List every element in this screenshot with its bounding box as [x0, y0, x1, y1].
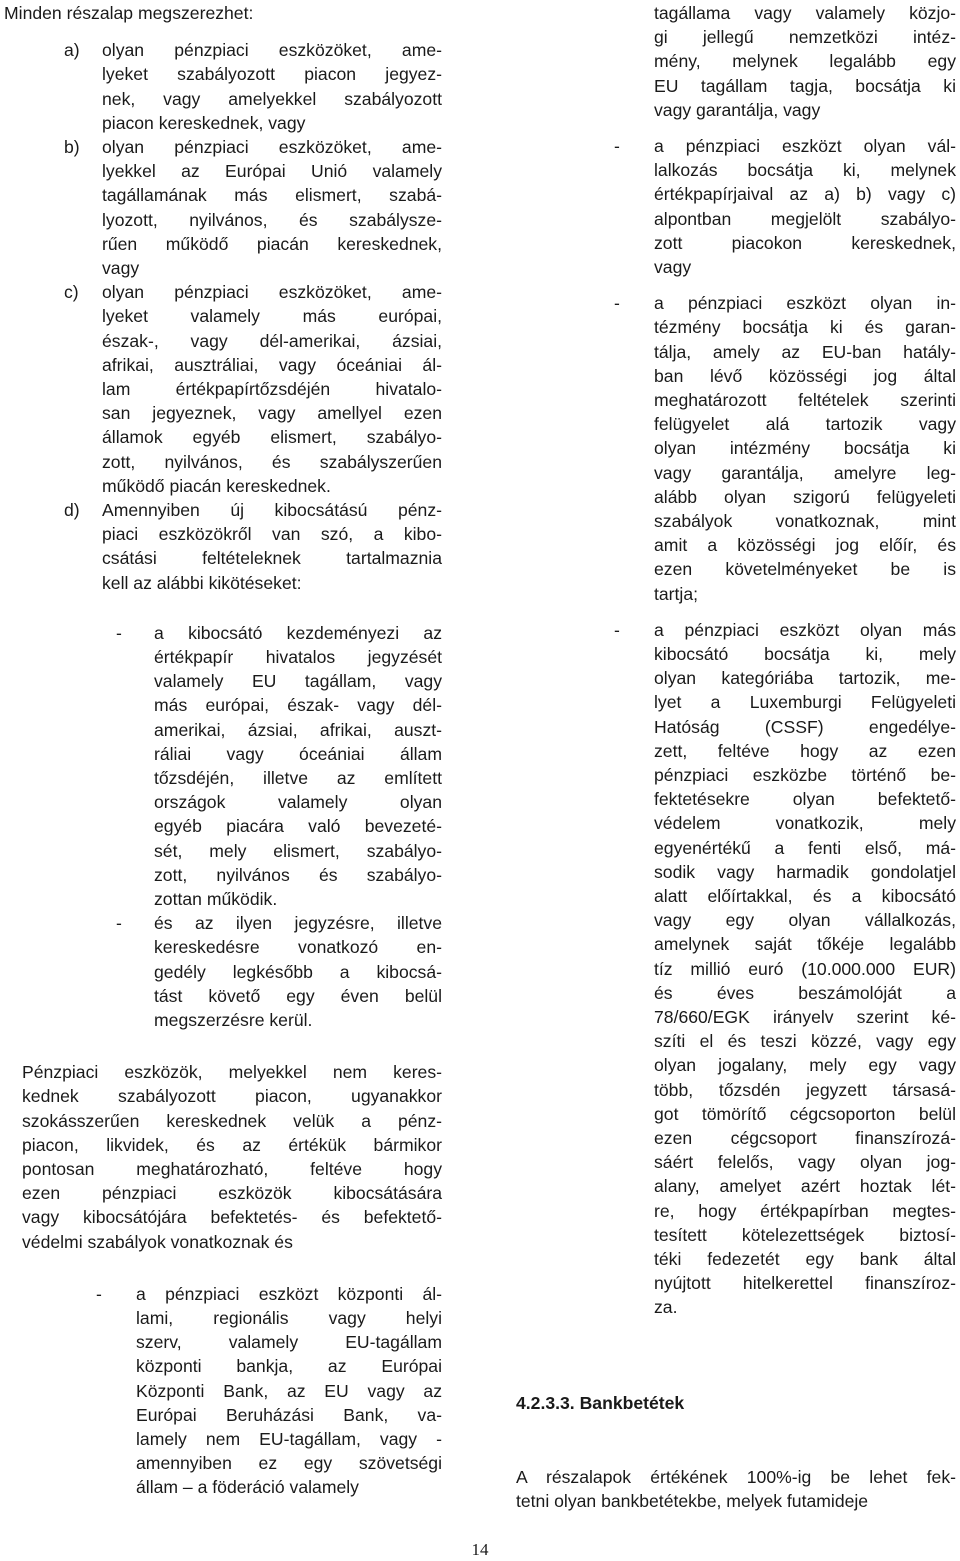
continuation-line: vagy garantálja, vagy: [654, 99, 821, 120]
sub-item-line: tást követő egy éven belül: [154, 985, 442, 1006]
right-item-line: több, tőzsdén jegyzett társasá-: [654, 1079, 956, 1100]
list-item-line: Amennyiben új kibocsátású pénz-: [102, 500, 442, 520]
sub-item-line: értékpapír hivatalos jegyzését: [154, 647, 442, 667]
list-item-line: észak-, vagy dél-amerikai, ázsiai,: [102, 330, 442, 351]
right-item-line: ban lévő közösségi jog által: [654, 365, 956, 386]
right-item-line: alany, amelyet azért hoztak lét-: [654, 1176, 956, 1197]
right-item-line: felügyelet alá tartozik vagy: [654, 414, 956, 435]
sub-item-line: sét, mely elismert, szabályo-: [154, 840, 442, 861]
list-item-line: lyeket valamely más európai,: [102, 306, 442, 327]
list-item-line: olyan pénzpiaci eszközöket, ame-: [102, 282, 442, 303]
list-item-line: zott, nyilvános, és szabályszerűen: [102, 451, 442, 472]
right-item-line: a pénzpiaci eszközt olyan más: [654, 619, 956, 640]
final-item-line: központi bankja, az Európai: [136, 1356, 442, 1377]
right-item-line: tálja, amely az EU-ban hatály-: [654, 341, 956, 362]
sub-item-line: egyéb piacára való bevezeté-: [154, 816, 442, 837]
list-item-line: vagy: [102, 258, 140, 278]
right-item-line: szabályok vonatkoznak, mint: [654, 511, 956, 531]
right-item-line: vagy: [654, 257, 692, 277]
right-item-line: fektetésekre olyan befektető-: [654, 789, 956, 810]
sub-item-line: tőzsdéjén, illetve az említett: [154, 768, 442, 788]
list-marker: b): [64, 137, 80, 157]
continuation-line: EU tagállam tagja, bocsátja ki: [654, 75, 956, 96]
sub-item-line: gedély legkésőbb a kibocsá-: [154, 961, 442, 982]
right-item-line: olyan kategóriába tartozik, me-: [654, 668, 956, 689]
right-item-line: egyenértékű a fenti első, má-: [654, 837, 956, 858]
right-item-line: Hatóság (CSSF) engedélye-: [654, 716, 956, 737]
right-item-line: amit a közösségi jog előír, és: [654, 535, 956, 556]
sub-item-line: zott, nyilvános és szabályo-: [154, 864, 442, 885]
dash-marker: -: [614, 293, 620, 314]
closing-line: A részalapok értékének 100%-ig be lehet fek-: [516, 1467, 956, 1487]
right-item-line: olyan jogalany, mely egy vagy: [654, 1055, 956, 1076]
paragraph-line: piacon, likvidek, és az értékük bármikor: [22, 1134, 442, 1155]
list-item-line: nek, vagy amelyekkel szabályozott: [102, 88, 442, 109]
right-item-line: szíti el és teszi közzé, vagy egy: [654, 1031, 956, 1052]
final-item-line: amennyiben ez egy szövetségi: [136, 1453, 442, 1474]
final-item-line: szerv, valamely EU-tagállam: [136, 1332, 442, 1353]
list-item-line: kell az alábbi kikötéseket:: [102, 572, 302, 593]
sub-item-line: megszerzésre kerül.: [154, 1010, 313, 1030]
final-item-line: Központi Bank, az EU vagy az: [136, 1380, 442, 1401]
right-item-line: védelem vonatkozik, mely: [654, 813, 956, 834]
dash-marker: -: [614, 136, 620, 156]
right-item-line: tézmény bocsátja ki és garan-: [654, 317, 956, 338]
right-item-line: a pénzpiaci eszközt olyan in-: [654, 293, 956, 314]
closing-line: tetni olyan bankbetétekbe, melyek futamideje: [516, 1491, 869, 1512]
right-item-line: za.: [654, 1297, 678, 1318]
list-item-line: tagállamának más elismert, szabá-: [102, 185, 442, 206]
list-item-line: san jegyeznek, vagy amellyel ezen: [102, 403, 442, 424]
list-item-line: lyekkel az Európai Unió valamely: [102, 161, 442, 182]
sub-item-line: és az ilyen jegyzésre, illetve: [154, 913, 442, 934]
right-item-line: kibocsátó bocsátja ki, mely: [654, 644, 956, 664]
paragraph-line: pontosan meghatározható, feltéve hogy: [22, 1159, 442, 1179]
right-item-line: értékpapírjaival az a) b) vagy c): [654, 184, 956, 205]
right-item-line: ezen cégcsoport finanszírozá-: [654, 1128, 956, 1148]
right-item-line: téki fedezetét egy bank által: [654, 1249, 956, 1269]
sub-item-line: kereskedésre vonatkozó en-: [154, 937, 442, 958]
list-item-line: lyozott, nyilvános, és szabálysze-: [102, 209, 442, 230]
sub-item-line: országok valamely olyan: [154, 792, 442, 813]
right-item-line: alpontban megjelölt szabályo-: [654, 208, 956, 229]
right-item-line: lalkozás bocsátja ki, melynek: [654, 160, 956, 181]
intro-text: Minden részalap megszerezhet:: [4, 3, 254, 23]
right-item-line: olyan intézmény bocsátja ki: [654, 438, 956, 459]
right-item-line: pénzpiaci eszközbe történő be-: [654, 765, 956, 785]
list-item-line: olyan pénzpiaci eszközöket, ame-: [102, 137, 442, 157]
dash-marker: -: [96, 1283, 102, 1304]
final-item-line: lami, regionális vagy helyi: [136, 1308, 442, 1328]
list-marker: d): [64, 500, 80, 520]
final-item-line: állam – a föderáció valamely: [136, 1477, 359, 1498]
list-item-line: afrikai, ausztráliai, vagy óceániai ál-: [102, 354, 442, 375]
sub-item-line: amerikai, ázsiai, afrikai, auszt-: [154, 719, 442, 740]
list-marker: a): [64, 40, 80, 61]
right-item-line: tíz millió euró (10.000.000 EUR): [654, 958, 956, 979]
right-item-line: a pénzpiaci eszközt olyan vál-: [654, 136, 956, 156]
final-item-line: a pénzpiaci eszközt központi ál-: [136, 1283, 442, 1304]
continuation-line: tagállama vagy valamely közjo-: [654, 3, 956, 23]
list-item-line: piacon kereskednek, vagy: [102, 112, 306, 133]
list-item-line: lyeket szabályozott piacon jegyez-: [102, 64, 442, 85]
right-item-line: vagy garantálja, amelyre leg-: [654, 462, 956, 483]
list-marker: c): [64, 282, 79, 303]
final-item-line: Európai Beruházási Bank, va-: [136, 1404, 442, 1425]
final-item-line: lamely nem EU-tagállam, vagy -: [136, 1429, 442, 1449]
right-item-line: lyet a Luxemburgi Felügyeleti: [654, 692, 956, 713]
paragraph-line: vagy kibocsátójára befektetés- és befektető-: [22, 1207, 442, 1228]
right-item-line: re, hogy értékpapírban megtes-: [654, 1200, 956, 1221]
section-heading: 4.2.3.3. Bankbetétek: [516, 1393, 685, 1413]
paragraph-line: védelmi szabályok vonatkoznak és: [22, 1231, 293, 1252]
sub-item-line: valamely EU tagállam, vagy: [154, 671, 442, 692]
right-item-line: zett, feltéve hogy az ezen: [654, 740, 956, 761]
right-item-line: 78/660/EGK irányelv szerint ké-: [654, 1007, 956, 1027]
continuation-line: gi jellegű nemzetközi intéz-: [654, 27, 956, 48]
list-item-line: csátási feltételeknek tartalmaznia: [102, 548, 442, 569]
paragraph-line: Pénzpiaci eszközök, melyekkel nem keres-: [22, 1062, 442, 1083]
list-item-line: működő piacán kereskednek.: [102, 475, 331, 496]
paragraph-line: ezen pénzpiaci eszközök kibocsátására: [22, 1183, 442, 1204]
right-item-line: tesített kötelezettségek biztosí-: [654, 1224, 956, 1245]
paragraph-line: szokásszerűen kereskednek velük a pénz-: [22, 1110, 442, 1131]
right-item-line: zott piacokon kereskednek,: [654, 232, 956, 253]
sub-item-line: más európai, észak- vagy dél-: [154, 695, 442, 716]
right-item-line: ezen követelményeket be is: [654, 559, 956, 580]
sub-item-line: a kibocsátó kezdeményezi az: [154, 622, 442, 643]
continuation-line: mény, melynek legalább egy: [654, 51, 956, 72]
dash-marker: -: [116, 622, 122, 643]
right-item-line: nyújtott hitelkerettel finanszíroz-: [654, 1273, 956, 1294]
right-item-line: alább olyan szigorú felügyeleti: [654, 486, 956, 507]
right-item-line: sodik vagy harmadik gondolatjel: [654, 861, 956, 882]
paragraph-line: kednek szabályozott piacon, ugyanakkor: [22, 1086, 442, 1107]
list-item-line: lam értékpapírtőzsdéjén hivatalo-: [102, 379, 442, 399]
right-item-line: got tömörítő cégcsoporton belül: [654, 1103, 956, 1124]
right-item-line: tartja;: [654, 583, 699, 604]
right-item-line: amelynek saját tőkéje legalább: [654, 934, 956, 955]
list-item-line: piaci eszközökről van szó, a kibo-: [102, 524, 442, 545]
dash-marker: -: [614, 619, 620, 640]
right-item-line: sáért felelős, vagy olyan jog-: [654, 1152, 956, 1173]
right-item-line: vagy egy olyan vállalkozás,: [654, 910, 956, 931]
right-item-line: alatt előírtakkal, és a kibocsátó: [654, 886, 956, 906]
list-item-line: államok egyéb elismert, szabályo-: [102, 427, 442, 448]
sub-item-line: ráliai vagy óceániai állam: [154, 743, 442, 764]
right-item-line: és éves beszámolóját a: [654, 982, 956, 1003]
list-item-line: rűen működő piacán kereskednek,: [102, 233, 442, 254]
page-number: 14: [471, 1540, 489, 1559]
sub-item-line: zottan működik.: [154, 889, 278, 909]
right-item-line: meghatározott feltételek szerinti: [654, 390, 956, 410]
dash-marker: -: [116, 913, 122, 934]
list-item-line: olyan pénzpiaci eszközöket, ame-: [102, 40, 442, 61]
